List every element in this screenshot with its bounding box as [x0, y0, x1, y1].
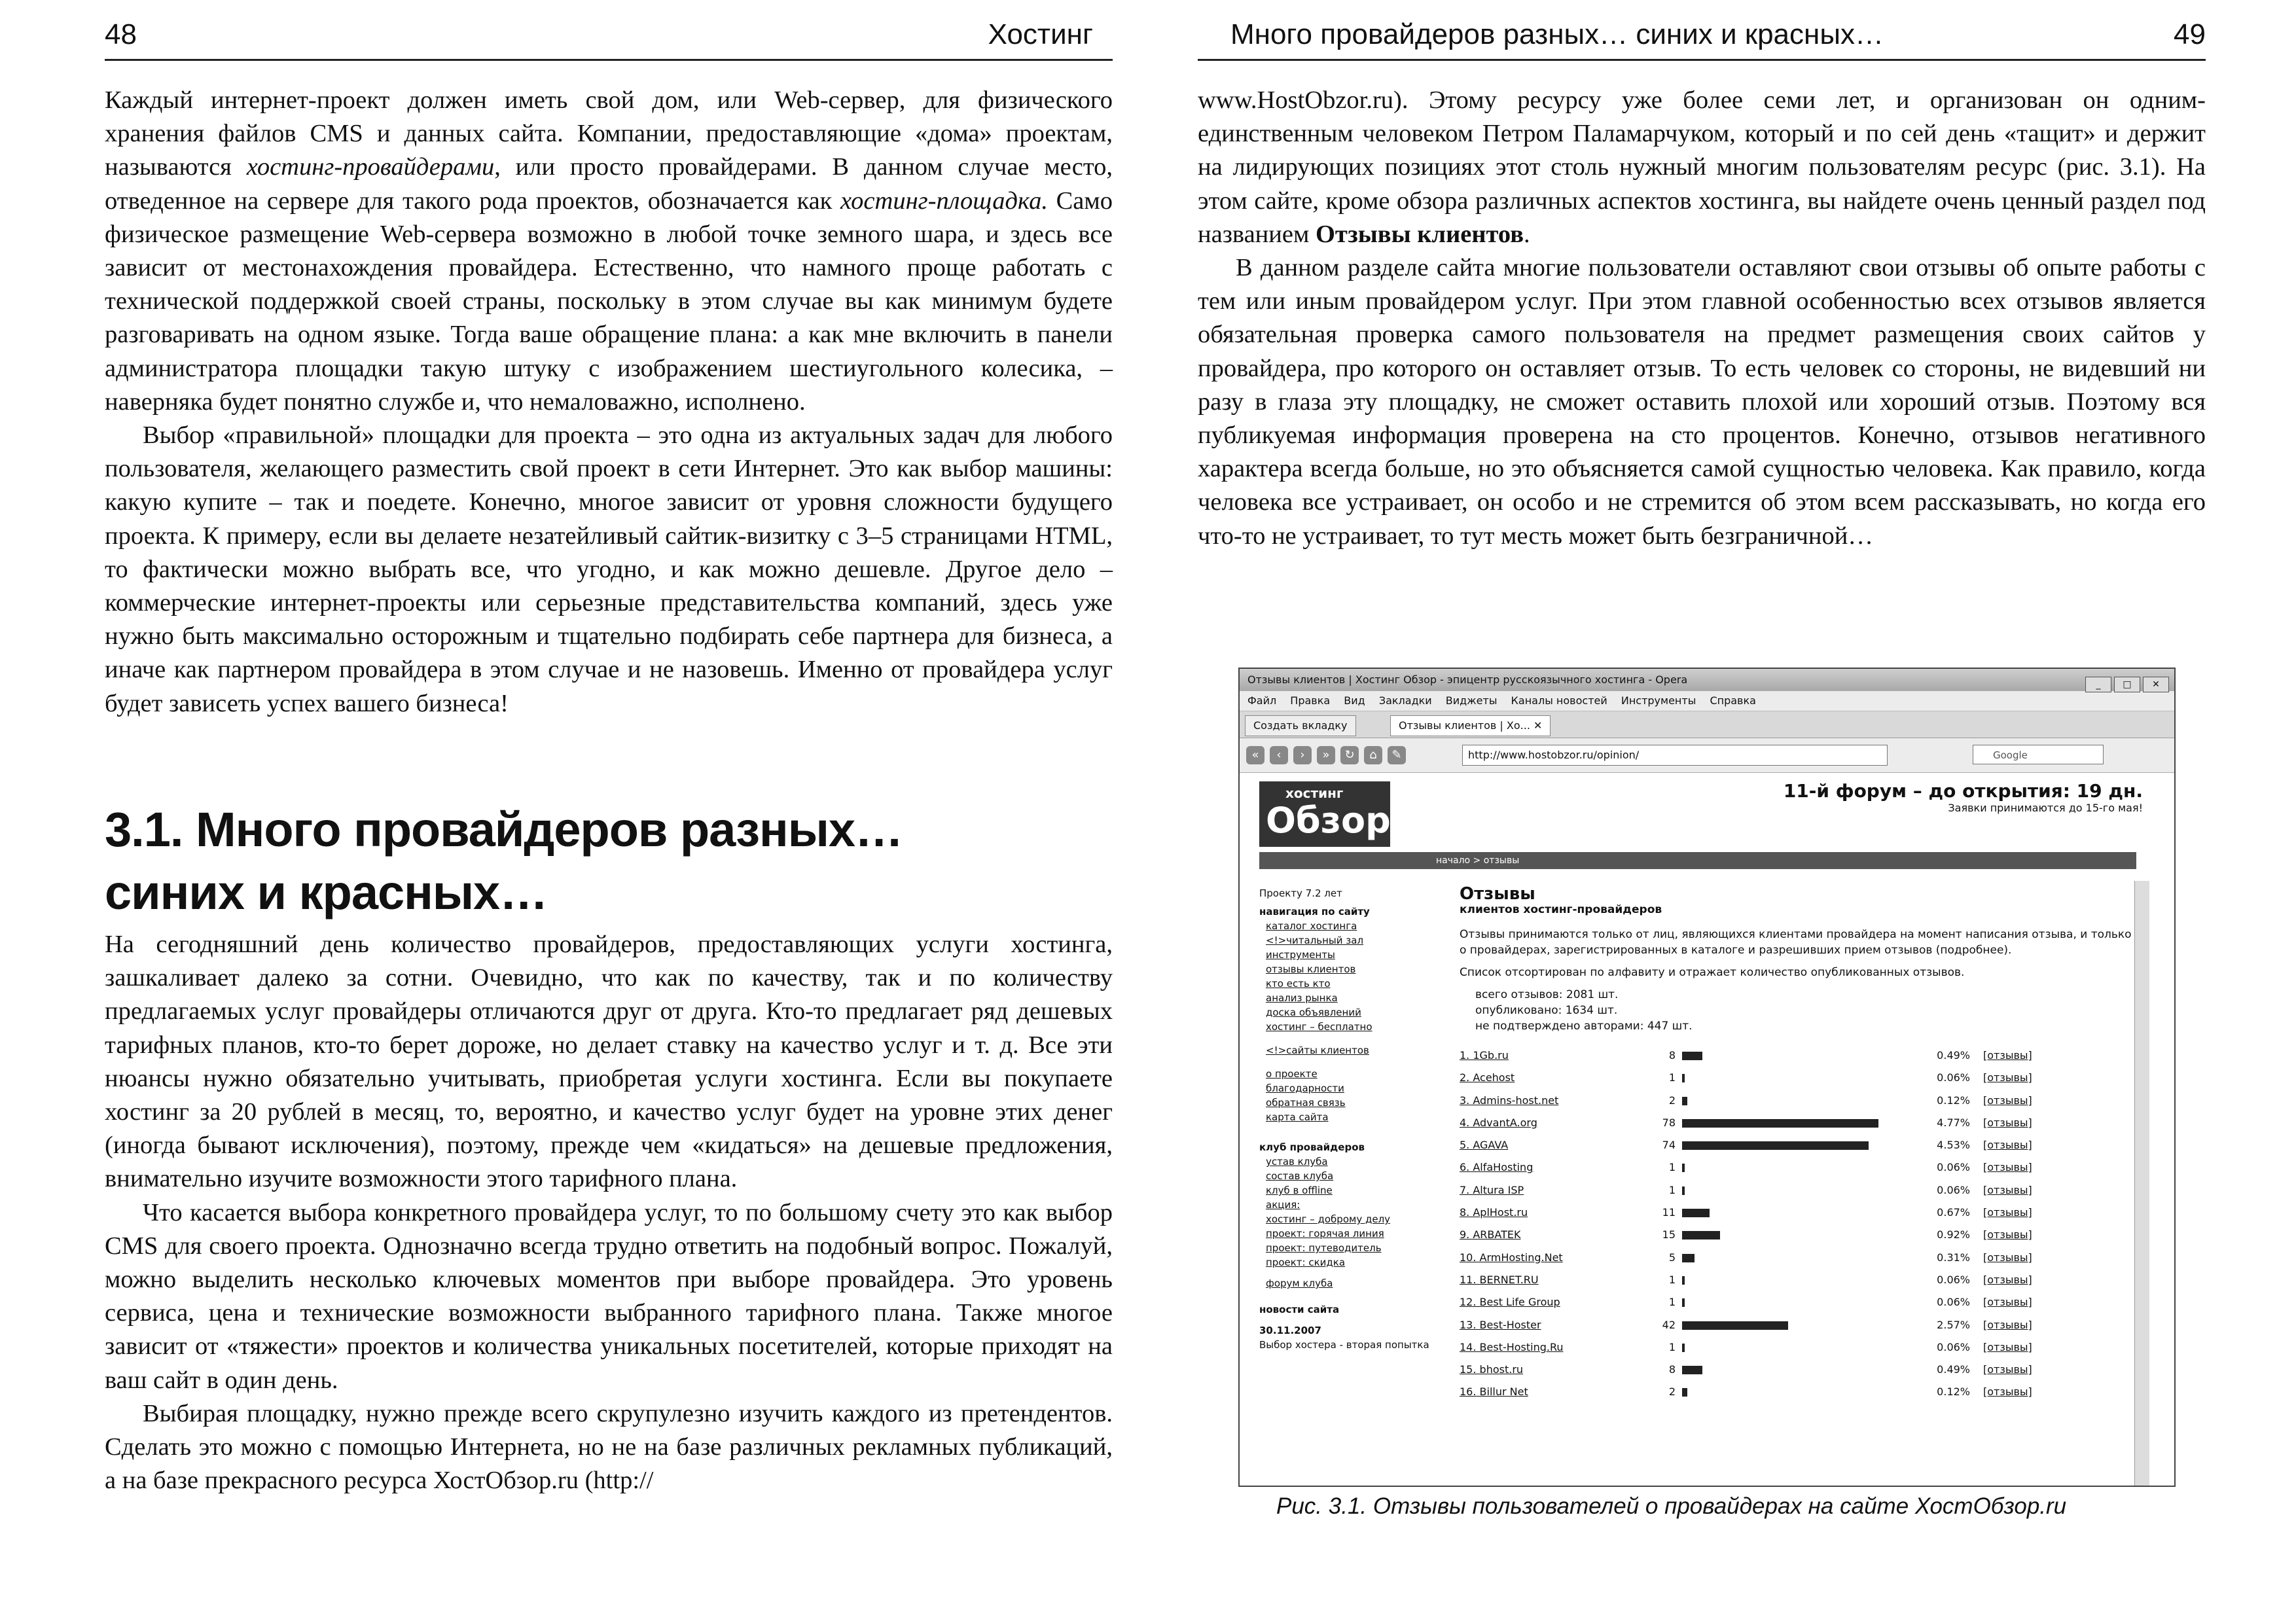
opinion-count: 78 [1662, 1116, 1676, 1129]
opinion-count: 8 [1668, 1363, 1676, 1376]
opinions-link[interactable]: [отзывы] [1983, 1363, 2032, 1376]
table-row [1460, 1224, 2140, 1246]
opinions-link[interactable]: [отзывы] [1983, 1318, 2032, 1331]
count-bar [1682, 1321, 1788, 1330]
provider-name[interactable]: 12. Best Life Group [1460, 1296, 1560, 1309]
navigation-bar [1240, 738, 2174, 773]
opinion-count: 1 [1668, 1340, 1676, 1353]
opinions-link[interactable]: [отзывы] [1983, 1116, 2032, 1129]
forward-icon[interactable]: › [1293, 746, 1312, 764]
news-text[interactable]: Выбор хостера - вторая попытка [1259, 1339, 1429, 1351]
count-bar [1682, 1164, 1685, 1172]
news-date: 30.11.2007 [1259, 1325, 1321, 1336]
provider-list [1460, 1044, 2140, 1404]
provider-name[interactable]: 14. Best-Hosting.Ru [1460, 1340, 1564, 1353]
table-row [1460, 1067, 2140, 1089]
page-content [1253, 775, 2149, 1486]
provider-name[interactable]: 11. BERNET.RU [1460, 1273, 1539, 1286]
back-arrow-icon[interactable]: ‹ [1270, 746, 1288, 764]
nav-link[interactable]: инструменты [1266, 949, 1335, 961]
nav-link[interactable]: отзывы клиентов [1266, 963, 1356, 975]
tab-bar [1240, 711, 2174, 738]
forum-banner[interactable]: 11-й форум – до открытия: 19 дн. Заявки принимаются до 15-го мая! [1783, 780, 2143, 814]
nav-link[interactable]: хостинг – бесплатно [1266, 1021, 1372, 1033]
opinions-link[interactable]: [отзывы] [1983, 1385, 2032, 1399]
left-page-number: 48 [105, 18, 137, 50]
nav-link[interactable]: каталог хостинга [1266, 920, 1357, 932]
opinion-count: 1 [1668, 1296, 1676, 1309]
opinion-percent: 0.31% [1937, 1251, 1970, 1264]
opinion-percent: 4.53% [1937, 1139, 1970, 1152]
opinion-percent: 0.06% [1937, 1071, 1970, 1084]
section-heading: 3.1. Много провайдеров разных… синих и красных… [105, 802, 903, 919]
left-body-bottom [105, 928, 1113, 1497]
table-row [1460, 1156, 2140, 1179]
opinion-percent: 0.12% [1937, 1094, 1970, 1107]
back-icon[interactable]: « [1246, 746, 1265, 764]
scrollbar[interactable] [2134, 881, 2149, 1487]
opinions-link[interactable]: [отзывы] [1983, 1161, 2032, 1174]
provider-name[interactable]: 13. Best-Hoster [1460, 1318, 1541, 1331]
edit-icon[interactable]: ✎ [1388, 746, 1406, 764]
opinion-percent: 0.06% [1937, 1273, 1970, 1286]
site-logo[interactable]: хостинг Обзор [1259, 781, 1390, 847]
opinions-link[interactable]: [отзывы] [1983, 1340, 2032, 1353]
table-row [1460, 1090, 2140, 1112]
table-row [1460, 1134, 2140, 1156]
table-row [1460, 1269, 2140, 1291]
menu-tools[interactable]: Инструменты [1621, 694, 1696, 707]
table-row [1460, 1291, 2140, 1313]
count-bar [1682, 1344, 1685, 1352]
menu-bookmarks[interactable]: Закладки [1378, 694, 1432, 707]
menu-view[interactable]: Вид [1344, 694, 1365, 707]
club-link[interactable]: устав клуба [1266, 1156, 1328, 1168]
provider-name[interactable]: 5. AGAVA [1460, 1139, 1509, 1152]
nav-link[interactable]: обратная связь [1266, 1097, 1346, 1109]
provider-name[interactable]: 7. Altura ISP [1460, 1183, 1524, 1196]
opinion-percent: 2.57% [1937, 1318, 1970, 1331]
menu-feeds[interactable]: Каналы новостей [1511, 694, 1607, 707]
count-bar [1682, 1119, 1878, 1128]
opinion-percent: 0.06% [1937, 1340, 1970, 1353]
provider-name[interactable]: 3. Admins-host.net [1460, 1094, 1559, 1107]
opinions-link[interactable]: [отзывы] [1983, 1296, 2032, 1309]
new-tab-button[interactable]: Создать вкладку [1245, 715, 1356, 736]
count-bar [1682, 1074, 1685, 1082]
close-icon[interactable]: ✕ [2143, 677, 2169, 692]
count-bar [1682, 1209, 1710, 1217]
breadcrumb: начало > отзывы [1259, 852, 2136, 869]
club-link[interactable]: форум клуба [1266, 1277, 1333, 1289]
opinion-count: 1 [1668, 1273, 1676, 1286]
menu-edit[interactable]: Правка [1290, 694, 1331, 707]
club-link[interactable]: клуб в offline [1266, 1185, 1333, 1196]
club-link[interactable]: хостинг – доброму делу [1266, 1213, 1391, 1225]
opinions-link[interactable]: [отзывы] [1983, 1251, 2032, 1264]
table-row [1460, 1359, 2140, 1381]
nav-link[interactable]: карта сайта [1266, 1111, 1329, 1123]
count-bar [1682, 1298, 1685, 1307]
reload-icon[interactable]: ↻ [1340, 746, 1359, 764]
paragraph: Что касается выбора конкретного провайдера услуг, то по большому счету это как выбор CMS для своего проекта. Однозначно всегда трудно ответить на подобный вопрос. Пожалуй, можно выделить несколько ключевых моментов при выборе провайдера. Это уровень сервиса, цена и технические возможности выбранного тарифного плана. Также многое зависит от «тяжести» проектов и количества уникальных посетителей, которые приходят на ваш сайт в один день. [105, 1198, 1113, 1394]
menu-widgets[interactable]: Виджеты [1445, 694, 1498, 707]
left-body-top [105, 84, 1113, 721]
home-icon[interactable]: ⌂ [1364, 746, 1382, 764]
provider-name[interactable]: 1. 1Gb.ru [1460, 1049, 1509, 1061]
opinion-count: 1 [1668, 1161, 1676, 1174]
opinion-count: 2 [1668, 1385, 1676, 1399]
nav-link[interactable]: <!>читальный зал [1266, 935, 1364, 946]
left-page [105, 0, 1113, 1623]
right-page-number: 49 [2174, 18, 2206, 50]
table-row [1460, 1044, 2140, 1067]
nav-heading: навигация по сайту [1259, 906, 1370, 918]
count-bar [1682, 1186, 1685, 1195]
paragraph: Выбирая площадку, нужно прежде всего скрупулезно изучить каждого из претендентов. Сделать это можно с помощью Интернета, но не на базе различных рекламных публикаций, а на базе прекрасного ресурса ХостОбзор.ru (http:// [105, 1399, 1113, 1495]
opinion-count: 42 [1662, 1318, 1676, 1331]
club-link: акция: [1266, 1199, 1300, 1211]
nav-link[interactable]: доска объявлений [1266, 1007, 1361, 1018]
opinion-percent: 0.49% [1937, 1049, 1970, 1061]
fast-forward-icon[interactable]: » [1317, 746, 1335, 764]
left-running-title: Хостинг [988, 18, 1093, 50]
stat-total: всего отзывов: 2081 шт. [1475, 988, 1619, 1001]
right-header [1198, 13, 2206, 61]
browser-title-bar [1240, 669, 2174, 691]
count-bar [1682, 1276, 1685, 1285]
tab-close-icon[interactable]: ✕ [1534, 719, 1543, 732]
table-row [1460, 1112, 2140, 1134]
paragraph: На сегодняшний день количество провайдеров, предоставляющих услуги хостинга, зашкаливает далеко за сотни. Очевидно, что как по качеству, так и по количеству предлагаемых услуг провайдеры отличаются друг от друга. Кто-то предлагает ряд дешевых тарифных планов, кто-то берет дороже, но делает ставку на качество услуг и т. д. Все эти нюансы нужно обязательно учитывать, приобретая услуги хостинга. Если вы покупаете хостинг за 20 рублей в месяц, то, вероятно, и качество услуг будет на уровне этих денег (иногда бывают исключения), поэтому, прежде чем «кидаться» на дешевые предложения, внимательно изучите возможности этого тарифного плана. [105, 931, 1113, 1193]
right-running-title: Много провайдеров разных… синих и красных… [1230, 18, 1884, 50]
opinion-percent: 0.06% [1937, 1183, 1970, 1196]
count-bar [1682, 1052, 1702, 1060]
count-bar [1682, 1231, 1720, 1240]
provider-name[interactable]: 9. ARBATEK [1460, 1228, 1521, 1241]
club-link[interactable]: проект: путеводитель [1266, 1242, 1382, 1254]
opinion-percent: 0.67% [1937, 1206, 1970, 1219]
club-heading: клуб провайдеров [1259, 1141, 1365, 1153]
address-input[interactable]: http://www.hostobzor.ru/opinion/ [1462, 745, 1888, 766]
table-row [1460, 1247, 2140, 1269]
club-link[interactable]: проект: скидка [1266, 1257, 1346, 1268]
opinions-link[interactable]: [отзывы] [1983, 1139, 2032, 1152]
figure-caption: Рис. 3.1. Отзывы пользователей о провайдерах на сайте ХостОбзор.ru [1276, 1493, 2067, 1519]
opinion-count: 74 [1662, 1139, 1676, 1152]
site-sidebar [1259, 886, 1436, 1352]
opinion-count: 1 [1668, 1183, 1676, 1196]
provider-name[interactable]: 15. bhost.ru [1460, 1363, 1524, 1376]
maximize-icon[interactable]: □ [2114, 677, 2140, 692]
opinions-link[interactable]: [отзывы] [1983, 1228, 2032, 1241]
opinions-link[interactable]: [отзывы] [1983, 1206, 2032, 1219]
minimize-icon[interactable]: _ [2085, 677, 2111, 692]
stat-published: опубликовано: 1634 шт. [1475, 1004, 1618, 1017]
club-link[interactable]: состав клуба [1266, 1170, 1334, 1182]
nav-link[interactable]: благодарности [1266, 1082, 1344, 1094]
tab-active[interactable]: Отзывы клиентов | Хо... ✕ [1390, 715, 1551, 736]
opinions-link[interactable]: [отзывы] [1983, 1071, 2032, 1084]
count-bar [1682, 1254, 1695, 1262]
provider-name[interactable]: 4. AdvantA.org [1460, 1116, 1537, 1129]
opinions-link[interactable]: [отзывы] [1983, 1049, 2032, 1061]
paragraph: В данном разделе сайта многие пользователи оставляют свои отзывы об опыте работы с тем или иным провайдером услуг. При этом главной особенностью всех отзывов является обязательная проверка самого пользователя на предмет размещения своих сайтов у провайдера, про которого он оставляет отзыв. То есть человек со стороны, не видевший ни разу в глаза эту площадку, не сможет оставить плохой или хороший отзыв. Поэтому вся публикуемая информация проверена на сто процентов. Конечно, отзывов негативного характера всегда больше, но это объясняется самой сущностью человека. Как правило, когда человека все устраивает, он особо и не стремится об этом всем рассказывать, но когда его что-то не устраивает, то тут месть может быть безграничной… [1198, 254, 2206, 550]
paragraph: Каждый интернет-проект должен иметь свой дом, или Web-сервер, для физического хранения файлов CMS и данных сайта. Компании, предоставляющие «дома» проектам, называются хостинг-провайдерами, или просто провайдерами. В данном случае место, отведенное на сервере для такого рода проектов, обозначается как хостинг-площадка. Само физическое размещение Web-сервера возможно в любой точке земного шара, и здесь все зависит от местонахождения провайдера. Естественно, что намного проще работать с технической поддержкой своей страны, поскольку в этом случае вы как минимум будете разговаривать на одном языке. Тогда ваше обращение плана: а как мне включить в панели администратора площадки такую штуку с изображением шестиугольного колесика, – наверняка будет понятно службе и, что немаловажно, исполнено. [105, 86, 1113, 416]
paragraph: www.HostObzor.ru). Этому ресурсу уже более семи лет, и организован он одним-единственным человеком Петром Паламарчуком, который и по сей день «тащит» и держит на лидирующих позициях этот столь нужный многим пользователям ресурс (рис. 3.1). На этом сайте, кроме обзора различных аспектов хостинга, вы найдете очень ценный раздел под названием Отзывы клиентов. [1198, 86, 2206, 248]
opinions-intro: Отзывы принимаются только от лиц, являющихся клиентами провайдера на момент написания отзыва, и только о провайдерах, зарегистрированных в каталоге и разрешивших прием отзывов (подробнее). [1460, 928, 2132, 957]
provider-name[interactable]: 16. Billur Net [1460, 1385, 1528, 1399]
nav-link[interactable]: <!>сайты клиентов [1266, 1044, 1369, 1056]
nav-link[interactable]: кто есть кто [1266, 978, 1331, 990]
right-page [1198, 0, 2206, 1623]
left-header [105, 13, 1113, 61]
window-title: Отзывы клиентов | Хостинг Обзор - эпицентр русскоязычного хостинга - Opera [1247, 673, 1688, 686]
opinions-sorted-note: Список отсортирован по алфавиту и отражает количество опубликованных отзывов. [1460, 966, 1965, 979]
menu-help[interactable]: Справка [1710, 694, 1756, 707]
opinion-percent: 0.06% [1937, 1161, 1970, 1174]
table-row [1460, 1314, 2140, 1336]
table-row [1460, 1179, 2140, 1202]
opinion-count: 11 [1662, 1206, 1676, 1219]
opinions-link[interactable]: [отзывы] [1983, 1183, 2032, 1196]
table-row [1460, 1336, 2140, 1359]
search-input[interactable]: Google [1973, 745, 2104, 764]
table-row [1460, 1381, 2140, 1403]
opinion-percent: 4.77% [1937, 1116, 1970, 1129]
opinion-count: 15 [1662, 1228, 1676, 1241]
count-bar [1682, 1388, 1687, 1397]
count-bar [1682, 1141, 1869, 1150]
opinions-link[interactable]: [отзывы] [1983, 1273, 2032, 1286]
opinion-percent: 0.06% [1937, 1296, 1970, 1309]
provider-name[interactable]: 8. AplHost.ru [1460, 1206, 1528, 1219]
opinion-count: 5 [1668, 1251, 1676, 1264]
opinions-title: Отзывы [1460, 884, 1535, 904]
opinions-link[interactable]: [отзывы] [1983, 1094, 2032, 1107]
opinion-count: 8 [1668, 1049, 1676, 1061]
menu-bar [1240, 691, 2174, 711]
count-bar [1682, 1097, 1687, 1105]
paragraph: Выбор «правильной» площадки для проекта – это одна из актуальных задач для любого пользователя, желающего разместить свой проект в сети Интернет. Это как выбор машины: какую купите – так и поедете. Конечно, многое зависит от уровня сложности будущего проекта. К примеру, если вы делаете незатейливый сайтик-визитку с 3–5 страницами HTML, то фактически можно выбрать все, что угодно, и как можно дешевле. Другое дело – коммерческие интернет-проекты или серьезные представительства компаний, здесь уже нужно быть максимально осторожным и тщательно подбирать себе партнера для бизнеса, а иначе как партнером провайдера в этом случае и не назовешь. Именно от провайдера услуг будет зависеть успех вашего бизнеса! [105, 421, 1113, 717]
opinion-percent: 0.12% [1937, 1385, 1970, 1399]
club-link[interactable]: проект: горячая линия [1266, 1228, 1384, 1240]
opinion-percent: 0.49% [1937, 1363, 1970, 1376]
opinion-percent: 0.92% [1937, 1228, 1970, 1241]
nav-link[interactable]: о проекте [1266, 1068, 1318, 1080]
provider-name[interactable]: 6. AlfaHosting [1460, 1161, 1534, 1174]
table-row [1460, 1202, 2140, 1224]
right-body [1198, 84, 2206, 553]
count-bar [1682, 1366, 1702, 1374]
menu-file[interactable]: Файл [1247, 694, 1277, 707]
stat-unconfirmed: не подтверждено авторами: 447 шт. [1475, 1020, 1693, 1033]
news-heading: новости сайта [1259, 1304, 1340, 1315]
opinions-subtitle: клиентов хостинг-провайдеров [1460, 903, 1662, 916]
opinions-main [1460, 886, 2140, 1404]
browser-screenshot-figure [1238, 668, 2176, 1487]
opinion-count: 1 [1668, 1071, 1676, 1084]
nav-link[interactable]: анализ рынка [1266, 992, 1338, 1004]
opinion-count: 2 [1668, 1094, 1676, 1107]
provider-name[interactable]: 2. Acehost [1460, 1071, 1515, 1084]
provider-name[interactable]: 10. ArmHosting.Net [1460, 1251, 1563, 1264]
project-age: Проекту 7.2 лет [1259, 887, 1342, 899]
